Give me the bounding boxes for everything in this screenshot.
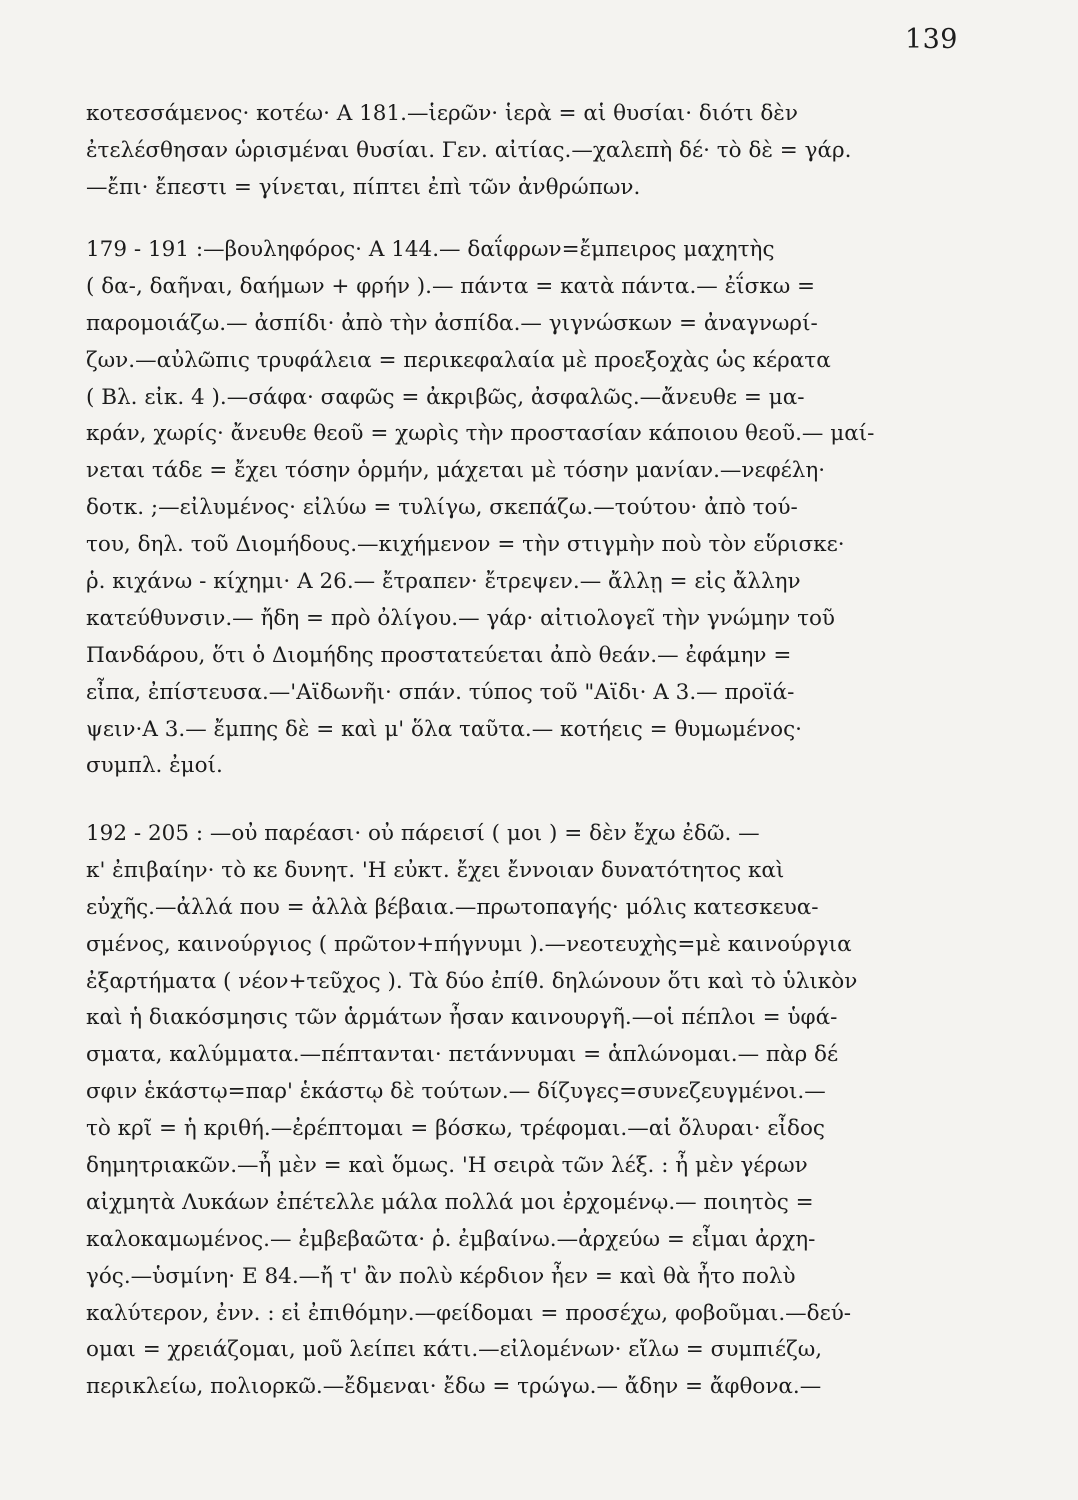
text-line: καλοκαμωμένος.— ἐμβεβαῶτα· ῥ. ἐμβαίνω.—ἀρχεύω = εἶμαι ἀρχη- <box>86 1226 816 1252</box>
commentary-section-2 <box>86 232 958 785</box>
text-line: κοτεσσάμενος· κοτέω· Α 181.—ἱερῶν· ἱερὰ = αἱ θυσίαι· διότι δὲν <box>86 101 798 126</box>
page-number: 139 <box>904 24 958 55</box>
text-line: τὸ κρῖ = ἡ κριθή.—ἐρέπτομαι = βόσκω, τρέφομαι.—αἱ ὄλυραι· εἶδος <box>86 1116 825 1142</box>
text-line: σμένος, καινούργιος ( πρῶτον+πήγνυμι ).—νεοτευχὴς=μὲ καινούργια <box>86 931 852 957</box>
text-line: δοτκ. ;—εἰλυμένος· εἰλύω = τυλίγω, σκεπάζω.—τούτου· ἀπὸ τού- <box>86 495 798 521</box>
commentary-section-1 <box>86 96 958 207</box>
text-line: συμπλ. ἐμοί. <box>86 753 223 779</box>
text-line: παρομοιάζω.— ἀσπίδι· ἀπὸ τὴν ἀσπίδα.— γιγνώσκων = ἀναγνωρί- <box>86 310 818 336</box>
text-line: Πανδάρου, ὅτι ὁ Διομήδης προστατεύεται ἀπὸ θεάν.— ἐφάμην = <box>86 642 792 668</box>
text-line: 179 - 191 :—βουληφόρος· Α 144.— δαΐφρων=ἔμπειρος μαχητὴς <box>86 237 775 262</box>
text-line: εἶπα, ἐπίστευσα.—'Αϊδωνῆι· σπάν. τύπος τοῦ "Αϊδι· Α 3.— προϊά- <box>86 679 795 705</box>
text-line: ῥ. κιχάνω - κίχημι· Α 26.— ἔτραπεν· ἔτρεψεν.— ἄλλῃ = εἰς ἄλλην <box>86 569 801 595</box>
text-line: σματα, καλύμματα.—πέπτανται· πετάννυμαι = ἁπλώνομαι.— πὰρ δέ <box>86 1042 839 1068</box>
text-line: δημητριακῶν.—ἦ μὲν = καὶ ὅμως. 'Η σειρὰ τῶν λέξ. : ἦ μὲν γέρων <box>86 1153 808 1179</box>
commentary-section-3 <box>86 816 958 1406</box>
text-line: γός.—ὑσμίνη· Ε 84.—ἤ τ' ἂν πολὺ κέρδιον ἦεν = καὶ θὰ ἦτο πολὺ <box>86 1263 796 1289</box>
text-line: κ' ἐπιβαίην· τὸ κε δυνητ. 'Η εὐκτ. ἔχει ἔννοιαν δυνατότητος καὶ <box>86 857 785 883</box>
text-line: ομαι = χρειάζομαι, μοῦ λείπει κάτι.—εἰλομένων· εἴλω = συμπιέζω, <box>86 1337 823 1363</box>
text-line: 192 - 205 : —οὐ παρέασι· οὐ πάρεισί ( μοι ) = δὲν ἔχω ἐδῶ. — <box>86 821 760 846</box>
text-line: ἐτελέσθησαν ὡρισμέναι θυσίαι. Γεν. αἰτίας.—χαλεπὴ δέ· τὸ δὲ = γάρ. <box>86 137 852 163</box>
text-line: περικλείω, πολιορκῶ.—ἔδμεναι· ἔδω = τρώγω.— ἄδην = ἄφθονα.— <box>86 1374 822 1400</box>
text-line: ( Βλ. εἰκ. 4 ).—σάφα· σαφῶς = ἀκριβῶς, ἀσφαλῶς.—ἄνευθε = μα- <box>86 384 805 410</box>
text-line: καλύτερον, ἐνν. : εἰ ἐπιθόμην.—φείδομαι = προσέχω, φοβοῦμαι.—δεύ- <box>86 1300 852 1326</box>
text-line: νεται τάδε = ἔχει τόσην ὁρμήν, μάχεται μὲ τόσην μανίαν.—νεφέλη· <box>86 458 826 484</box>
text-line: ἐξαρτήματα ( νέον+τεῦχος ). Τὰ δύο ἐπίθ. δηλώνουν ὅτι καὶ τὸ ὑλικὸν <box>86 968 858 994</box>
text-line: —ἔπι· ἔπεστι = γίνεται, πίπτει ἐπὶ τῶν ἀνθρώπων. <box>86 174 641 200</box>
text-line: καὶ ἡ διακόσμησις τῶν ἁρμάτων ἦσαν καινουργῆ.—οἱ πέπλοι = ὑφά- <box>86 1005 838 1031</box>
text-line: ψειν·Α 3.— ἔμπης δὲ = καὶ μ' ὅλα ταῦτα.— κοτήεις = θυμωμένος· <box>86 716 802 742</box>
text-line: κατεύθυνσιν.— ἤδη = πρὸ ὀλίγου.— γάρ· αἰτιολογεῖ τὴν γνώμην τοῦ <box>86 605 835 631</box>
text-line: αἰχμητὰ Λυκάων ἐπέτελλε μάλα πολλά μοι ἐρχομένῳ.— ποιητὸς = <box>86 1189 814 1215</box>
text-line: κράν, χωρίς· ἄνευθε θεοῦ = χωρὶς τὴν προστασίαν κάποιου θεοῦ.— μαί- <box>86 421 875 447</box>
text-line: σφιν ἑκάστῳ=παρ' ἑκάστῳ δὲ τούτων.— δίζυγες=συνεζευγμένοι.— <box>86 1079 826 1105</box>
text-line: ζων.—αὐλῶπις τρυφάλεια = περικεφαλαία μὲ προεξοχὰς ὡς κέρατα <box>86 347 831 373</box>
text-line: του, δηλ. τοῦ Διομήδους.—κιχήμενον = τὴν στιγμὴν ποὺ τὸν εὕρισκε· <box>86 532 845 558</box>
text-line: εὐχῆς.—ἀλλά που = ἀλλὰ βέβαια.—πρωτοπαγής· μόλις κατεσκευα- <box>86 894 819 920</box>
text-line: ( δα-, δαῆναι, δαήμων + φρήν ).— πάντα = κατὰ πάντα.— ἐΐσκω = <box>86 273 816 299</box>
